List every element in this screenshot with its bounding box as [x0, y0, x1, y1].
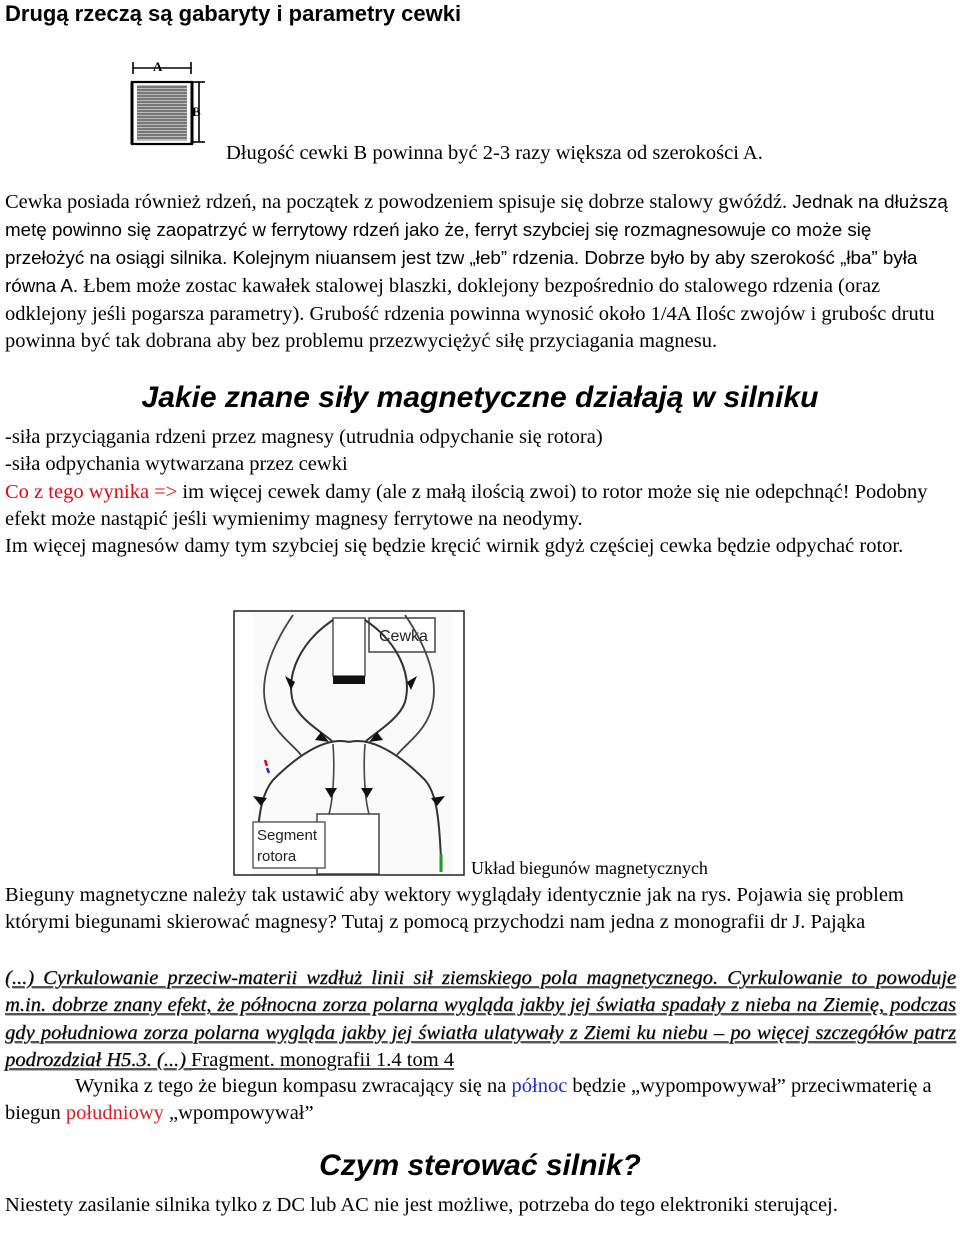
force-attraction: -siła przyciągania rdzeni przez magnesy (utrudnia odpychanie się rotora): [5, 426, 603, 448]
figure-caption: Układ biegunów magnetycznych: [471, 858, 708, 878]
label-a: A: [153, 59, 163, 74]
compass-conclusion: [5, 1073, 956, 1128]
coil-caption: Długość cewki B powinna być 2-3 razy większa od szerokości A.: [226, 142, 763, 164]
control-text: Niestety zasilanie silnika tylko z DC lub AC nie jest możliwe, potrzeba do tego elektroniki sterującej.: [5, 1194, 838, 1216]
monograph-quote: [5, 965, 956, 1074]
section-heading-control: Czym sterować silnik?: [319, 1149, 641, 1182]
conclusion: [5, 479, 956, 534]
quote-source: Fragment. monografii 1.4 tom 4: [191, 1048, 455, 1071]
figure-label-segment-1: Segment: [257, 827, 318, 844]
conclusion-text: im więcej cewek damy (ale z małą ilością zwoi) to rotor może się nie odepchnąć! Podobny efekt może nastąpić jeśli wymienimy magnesy ferrytowe na neodymy.: [5, 480, 928, 530]
poles-text: Bieguny magnetyczne należy tak ustawić aby wektory wyglądały identycznie jak na rys. Pojawia się problem którymi biegunami skierować magnesy? Tutaj z pomocą przychodzi nam jedna z monografii dr J. Pająka: [5, 884, 904, 934]
quote-text: (...) Cyrkulowanie przeciw-materii wzdłuż linii sił ziemskiego pola magnetycznego. Cyrkulowanie to powoduje m.in. dobrze znany efekt, że północna zorza polarna wygląda jakby jej światła spadały z nieba na Ziemię, podczas gdy południowa zorza polarna wygląda jakby jej światła ulatywały z Ziemi ku niebu – po więcej szczegółów patrz podrozdział H5.3. (...): [5, 967, 956, 1071]
paragraph-coil-core: [5, 188, 955, 356]
force-repulsion: -siła odpychania wytwarzana przez cewki: [5, 453, 348, 476]
red-lead: Co z tego wynika =>: [5, 480, 178, 503]
coil-dimension-figure: [125, 58, 210, 150]
conclusion-a: Wynika z tego że biegun kompasu zwracający się na: [75, 1075, 507, 1097]
north-word: północ: [511, 1075, 568, 1097]
section-heading-forces: Jakie znane siły magnetyczne działają w silniku: [141, 381, 819, 414]
para1-s1: Cewka posiada również rdzeń, na początek z powodzeniem spisuje się dobrze stalowy gwóźdź.: [5, 190, 788, 213]
magnetic-poles-figure: [233, 610, 465, 876]
figure-label-coil: Cewka: [379, 628, 428, 645]
forces-list: [5, 424, 956, 560]
conclusion-b: będzie „wypompowywał” przeciwmaterię a biegun: [5, 1075, 932, 1125]
para1-s2: Jednak na dłuższą metę powinno się zaopatrzyć w ferrytowy rdzeń jako że, ferryt szybciej się rozmagnesowuje co może się przełożyć na osiągi silnika. Kolejnym niuansem jest tzw „łeb” rdzenia. Dobrze było by aby szerokość „łba” była równa A.: [5, 190, 948, 297]
figure-label-segment-2: rotora: [257, 848, 297, 865]
label-b: B: [192, 104, 201, 119]
magnets-note: Im więcej magnesów damy tym szybciej się będzie kręcić wirnik gdyż częściej cewka będzie odpychać rotor.: [5, 535, 904, 558]
conclusion-c: „wpompowywał”: [169, 1102, 314, 1125]
para1-s3: Łbem może zostac kawałek stalowej blaszki, doklejony bezpośrednio do stalowego rdzenia (oraz odklejony jeśli pogarsza parametry). Grubość rdzenia powinna wynosić około 1/4A Ilośc zwojów i grubośc drutu powinna być tak dobrana aby bez problemu przezwyciężyć siłę przyciagania magnesu.: [5, 275, 935, 352]
page-title: Drugą rzeczą są gabaryty i parametry cewki: [5, 1, 462, 26]
south-word: południowy: [65, 1102, 164, 1125]
